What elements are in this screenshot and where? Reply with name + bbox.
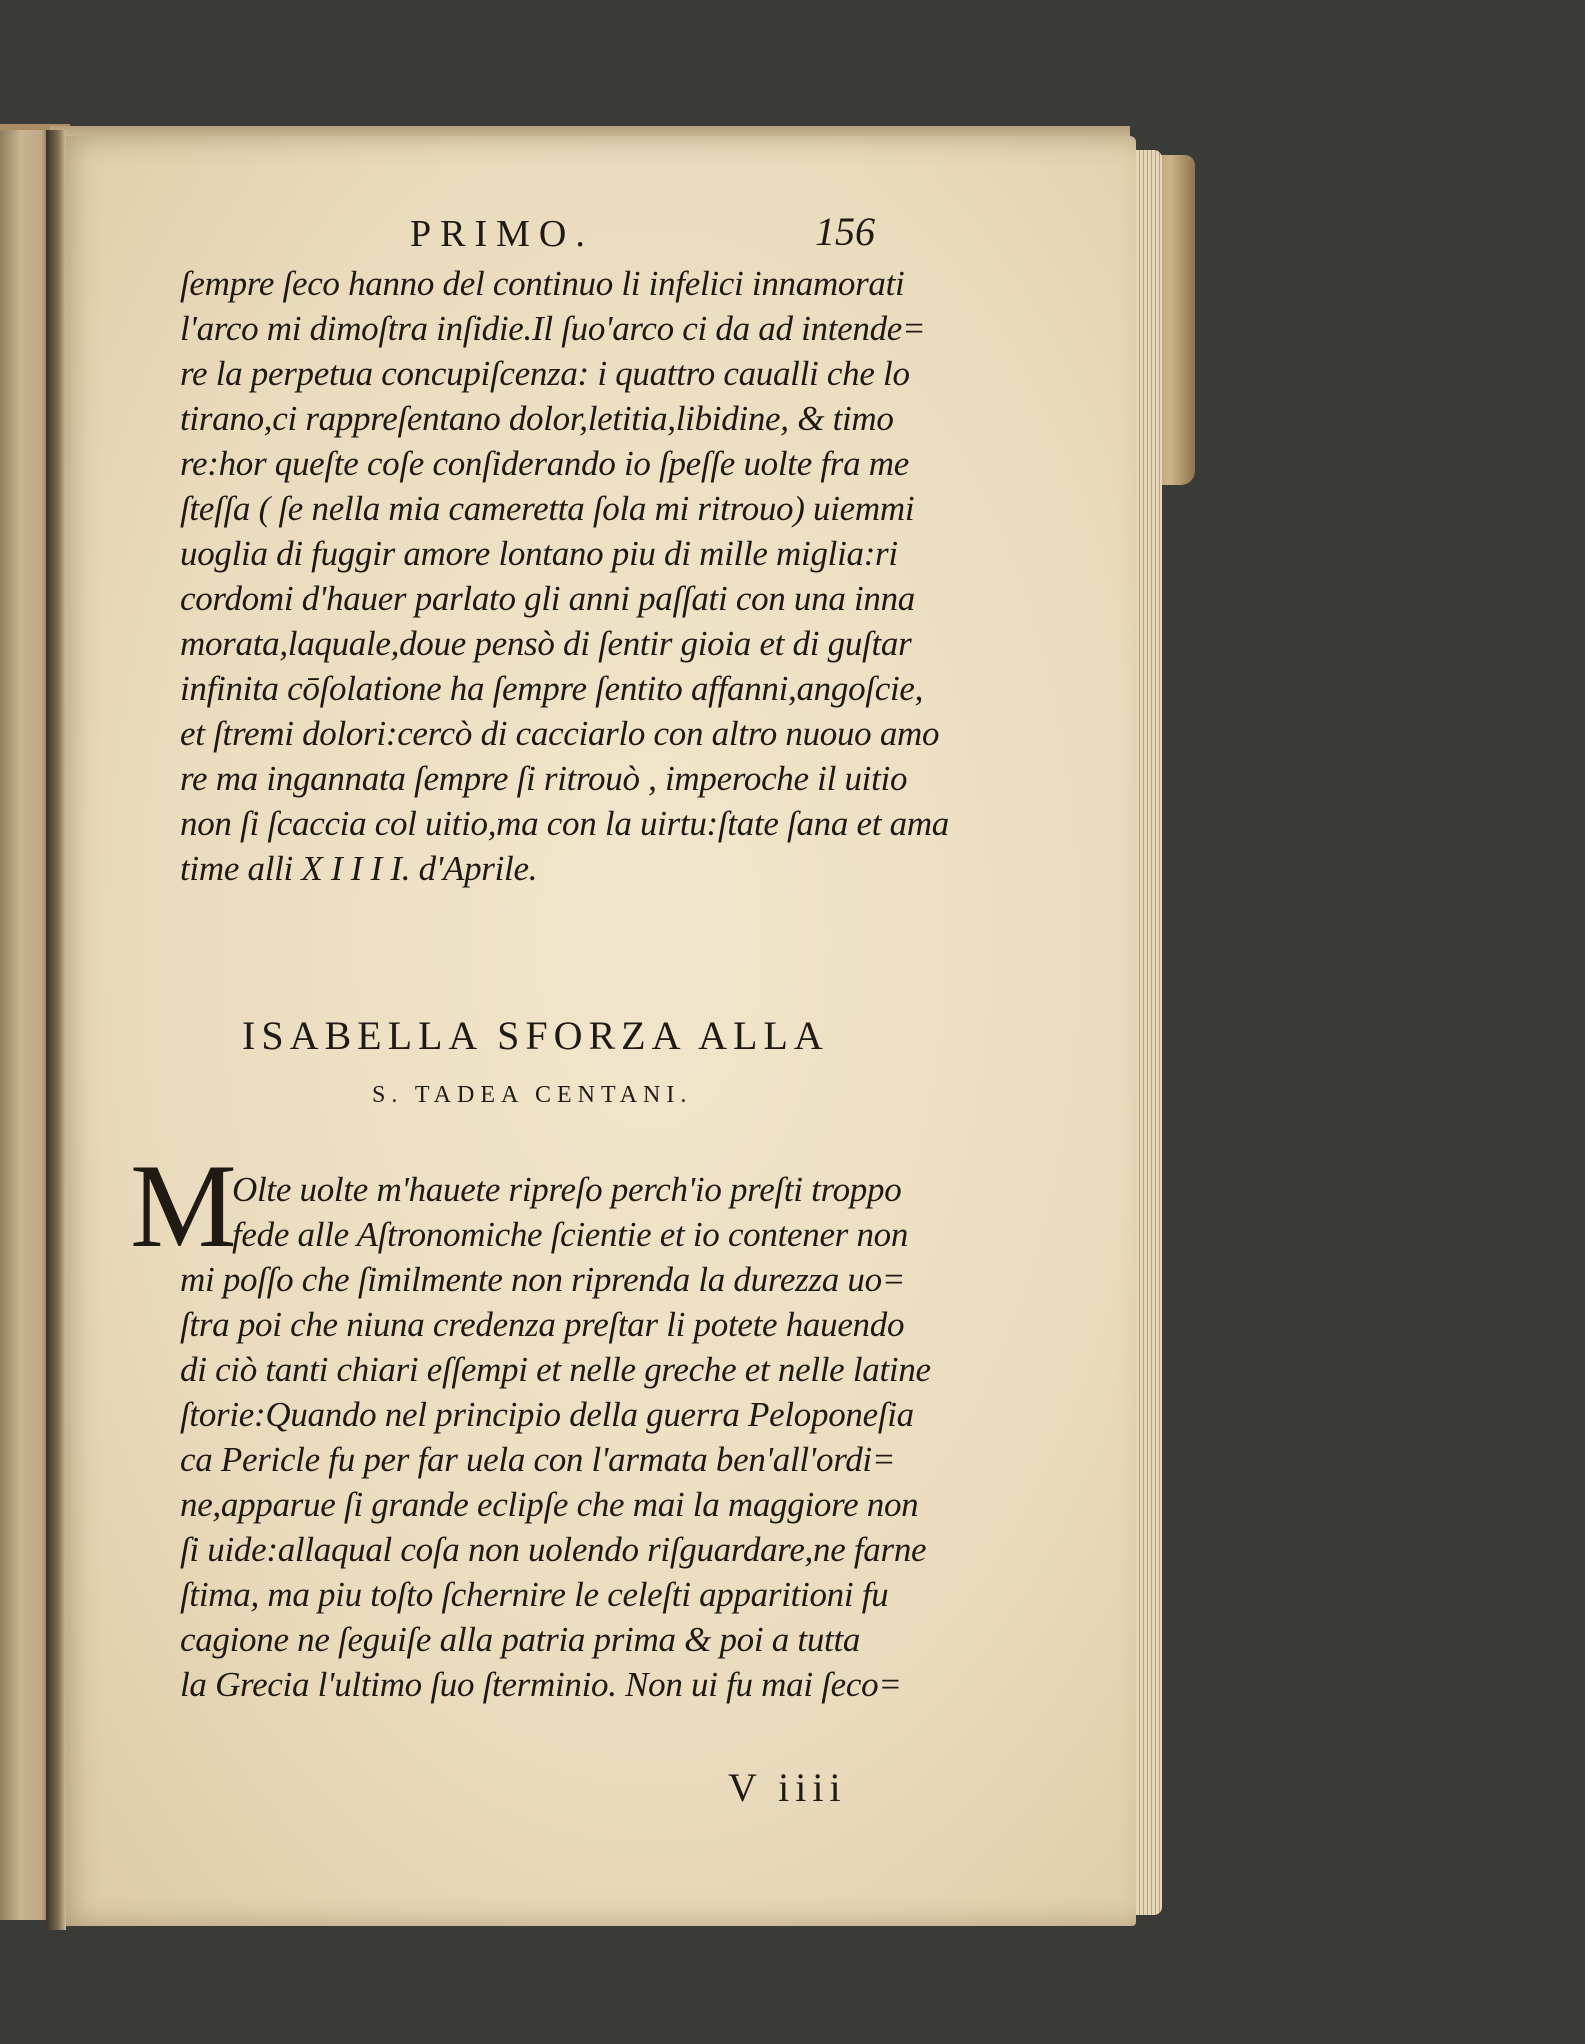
text-line: ſtima, ma piu toſto ſchernire le celeſti apparitioni fu	[180, 1575, 889, 1614]
text-line: morata,laquale,doue pensò di ſentir gioia et di guſtar	[180, 624, 912, 663]
gutter-shadow	[46, 130, 66, 1930]
previous-page-sliver	[0, 130, 52, 1920]
text-line: la Grecia l'ultimo ſuo ſterminio. Non ui fu mai ſeco=	[180, 1665, 902, 1704]
letter-heading: ISABELLA SFORZA ALLA	[242, 1013, 829, 1058]
text-line: re:hor queſte coſe conſiderando io ſpeſſe uolte fra me	[180, 444, 909, 483]
text-line: infinita cōſolatione ha ſempre ſentito affanni,angoſcie,	[180, 669, 924, 708]
text-line: non ſi ſcaccia col uitio,ma con la uirtu:ſtate ſana et ama	[180, 804, 950, 843]
text-line: cordomi d'hauer parlato gli anni paſſati con una inna	[180, 579, 915, 618]
running-head: PRIMO.	[410, 213, 594, 255]
text-line: ſteſſa ( ſe nella mia cameretta ſola mi ritrouo) uiemmi	[180, 489, 915, 528]
signature-mark: V iiii	[728, 1765, 847, 1810]
text-line: et ſtremi dolori:cercò di cacciarlo con altro nuouo amo	[180, 714, 940, 753]
text-line: ſtorie:Quando nel principio della guerra Peloponeſia	[180, 1395, 914, 1434]
text-line: uoglia di fuggir amore lontano piu di mille miglia:ri	[180, 534, 898, 573]
text-line: l'arco mi dimoſtra inſidie.Il ſuo'arco ci da ad intende=	[180, 309, 926, 348]
text-line: fede alle Aſtronomiche ſcientie et io contener non	[232, 1215, 909, 1254]
text-line: tirano,ci rappreſentano dolor,letitia,libidine, & timo	[180, 399, 894, 438]
text-line: ſi uide:allaqual coſa non uolendo riſguardare,ne farne	[180, 1530, 927, 1569]
drop-cap: M	[130, 1139, 237, 1272]
text-line: mi poſſo che ſimilmente non riprenda la durezza uo=	[180, 1260, 906, 1299]
text-line: cagione ne ſeguiſe alla patria prima & poi a tutta	[180, 1620, 861, 1659]
text-line: Olte uolte m'hauete ripreſo perch'io preſti troppo	[232, 1170, 902, 1209]
text-line: di ciò tanti chiari eſſempi et nelle greche et nelle latine	[180, 1350, 931, 1389]
text-line: ſtra poi che niuna credenza preſtar li potete hauendo	[180, 1305, 905, 1344]
text-line: re la perpetua concupiſcenza: i quattro caualli che lo	[180, 354, 910, 393]
text-line: ca Pericle fu per far uela con l'armata ben'all'ordi=	[180, 1440, 896, 1479]
text-line: ſempre ſeco hanno del continuo li infelici innamorati	[180, 264, 905, 303]
text-line: time alli X I I I I. d'Aprile.	[180, 849, 538, 888]
letter-addressee: S. TADEA CENTANI.	[372, 1082, 693, 1108]
folio-number: 156	[815, 209, 875, 254]
text-line: re ma ingannata ſempre ſi ritrouò , imperoche il uitio	[180, 759, 908, 798]
text-line: ne,apparue ſi grande eclipſe che mai la maggiore non	[180, 1485, 919, 1524]
